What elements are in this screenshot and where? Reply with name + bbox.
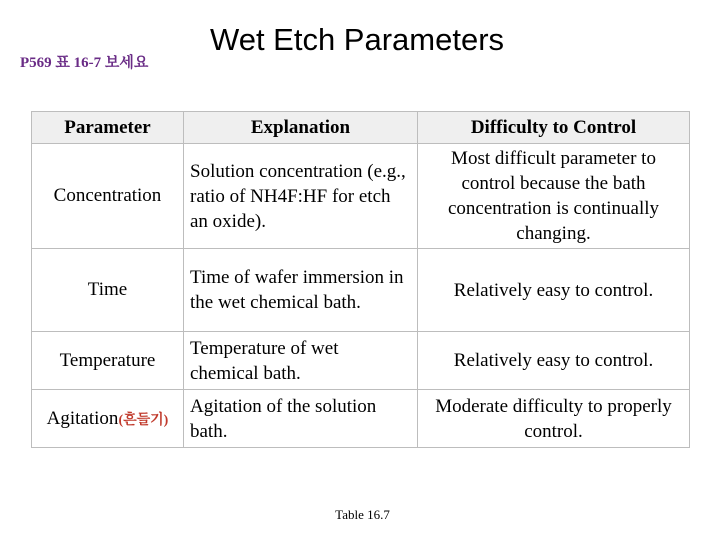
header-difficulty: Difficulty to Control [418,112,690,144]
parameter-korean-note: (흔들기) [118,412,169,428]
parameter-cell: Temperature [32,332,184,390]
table-header-row [32,112,690,144]
difficulty-cell: Most difficult parameter to control because the bath concentration is continually changing. [418,144,690,249]
slide-title: Wet Etch Parameters [210,22,505,57]
parameter-cell: Time [32,249,184,332]
page-reference-note: P569 표 16-7 보세요 [20,55,149,71]
header-parameter: Parameter [32,112,184,144]
parameter-cell [32,390,184,448]
explanation-cell: Agitation of the solution bath. [184,390,418,448]
table-row [32,144,690,249]
explanation-cell: Temperature of wet chemical bath. [184,332,418,390]
table-row [32,332,690,390]
table-row [32,390,690,448]
difficulty-cell: Relatively easy to control. [418,332,690,390]
parameter-label: Agitation [46,407,119,429]
wet-etch-parameters-table [31,111,690,448]
table-caption [0,507,720,523]
explanation-cell: Solution concentration (e.g., ratio of NH4F:HF for etch an oxide). [184,144,418,249]
explanation-cell: Time of wafer immersion in the wet chemical bath. [184,249,418,332]
caption-text: Table 16.7 [335,507,390,522]
table-row [32,249,690,332]
difficulty-cell: Relatively easy to control. [418,249,690,332]
parameter-cell: Concentration [32,144,184,249]
header-explanation: Explanation [184,112,418,144]
difficulty-cell: Moderate difficulty to properly control. [418,390,690,448]
